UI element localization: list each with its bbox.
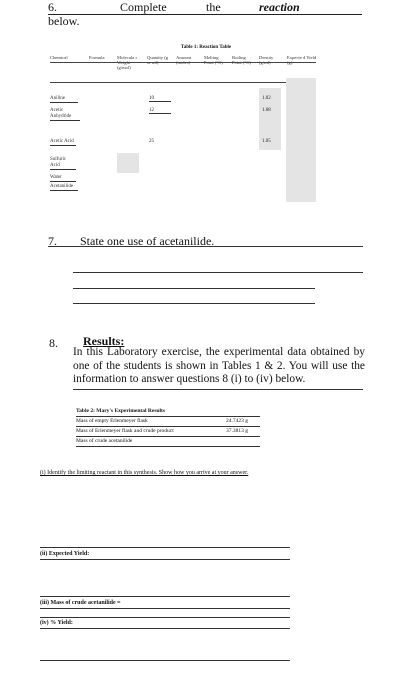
table-2-row-crude-acetanilide	[76, 438, 260, 447]
table-2-label: Mass of crude acetanilide	[76, 438, 133, 444]
question-8-iv: (iv) % Yield:	[40, 620, 73, 626]
answer-line-7a[interactable]	[73, 272, 363, 273]
answer-line-8ii[interactable]	[40, 559, 290, 560]
answer-line-7c[interactable]	[73, 303, 315, 304]
table-1-acetic-anhydride-quantity: 12	[149, 108, 171, 114]
table-2-row-flask-and-product	[76, 428, 260, 437]
table-1-aniline-density: 1.02	[262, 96, 271, 101]
table-1-header-melting-point: Melting Point (°C)	[204, 55, 223, 65]
question-7-text: State one use of acetanilide.	[80, 234, 215, 248]
table-1-row-sulfuric-acid: Sulfuric Acid	[50, 157, 76, 170]
results-heading: Results:	[83, 334, 125, 348]
table-2-header-rule	[76, 416, 260, 417]
table-1-header-rule-top	[50, 62, 316, 63]
question-8-iii: (iii) Mass of crude acetanilide =	[40, 600, 121, 606]
table-2-label: Mass of Erlenmeyer flask and crude product	[76, 428, 174, 434]
table-2-row-empty-flask	[76, 418, 260, 427]
table-2-title: Table 2: Mary's Experimental Results	[76, 408, 166, 414]
table-1-row-acetanilide: Acetanilide	[50, 184, 78, 191]
table-1-acetic-acid-quantity: 25	[149, 139, 154, 144]
table-1-header-density: Density (g/ml)	[259, 55, 274, 65]
table-1-row-acetic-acid: Acetic Acid	[50, 139, 76, 146]
answer-line-bottom[interactable]	[40, 660, 290, 661]
answer-line-8iv-top[interactable]	[40, 617, 290, 618]
question-8-i: (i) Identify the limiting reactant in this synthesis. Show how you arrive at your answer.	[40, 470, 249, 476]
table-2-value: 24.7423 g	[226, 418, 248, 424]
question-8-number: 8.	[49, 336, 58, 350]
results-paragraph-underline	[73, 389, 363, 390]
answer-line-8iv[interactable]	[40, 628, 290, 629]
table-1-header-quantity: Quantity (g or ml)	[147, 55, 169, 65]
question-7-number: 7.	[48, 234, 57, 248]
table-1-header-expected-yield: Expecte d Yield (g)	[287, 55, 317, 65]
question-6-word-the: the	[206, 0, 221, 14]
table-1-row-aniline: Aniline	[50, 96, 78, 103]
results-paragraph: In this Laboratory exercise, the experimental data obtained by one of the students is shown in Tables 1 & 2. You will use the information to answer questions 8 (i) to (iv) below.	[73, 346, 365, 385]
table-2-value: 37.3813 g	[226, 428, 248, 434]
table-1-header-formula: Formula	[89, 55, 105, 60]
table-1-header-chemical: Chemical	[50, 55, 68, 60]
table-1-acetic-acid-density: 1.05	[262, 139, 271, 144]
answer-line-8ii-top[interactable]	[40, 547, 290, 548]
table-1-row-acetic-anhydride: Acetic Anhydride	[50, 108, 80, 121]
table-1-row-water: Water	[50, 175, 76, 182]
table-1-title: Table 1: Reaction Table	[180, 45, 232, 50]
question-6-line	[48, 0, 362, 15]
question-7-underline	[48, 246, 363, 247]
table-1-header-amount: Amount (moles)	[176, 55, 192, 65]
table-1-expected-yield-shaded-cell	[286, 78, 316, 202]
question-6-number: 6.	[48, 0, 57, 14]
table-1-header-rule-bottom	[50, 82, 316, 83]
table-1-sulfuric-acid-shaded-cell	[117, 153, 139, 173]
question-8-ii: (ii) Expected Yield:	[40, 551, 90, 557]
question-6-word-complete: Complete	[120, 0, 167, 14]
table-1-header-boiling-point: Boiling Point (°C)	[232, 55, 251, 65]
table-2-label: Mass of empty Erlenmeyer flask	[76, 418, 148, 424]
answer-line-8iii-top[interactable]	[40, 596, 290, 597]
question-6-word-below: below.	[48, 14, 80, 28]
answer-line-8iii[interactable]	[40, 608, 290, 609]
table-1-aniline-quantity: 10	[149, 96, 171, 102]
answer-line-7b[interactable]	[73, 288, 315, 289]
table-1-header-molecular-weight: Molecula r Weight (g/mol)	[117, 55, 138, 70]
question-6-word-reaction: reaction	[259, 0, 300, 14]
table-1-acetic-anhydride-density: 1.08	[262, 108, 271, 113]
